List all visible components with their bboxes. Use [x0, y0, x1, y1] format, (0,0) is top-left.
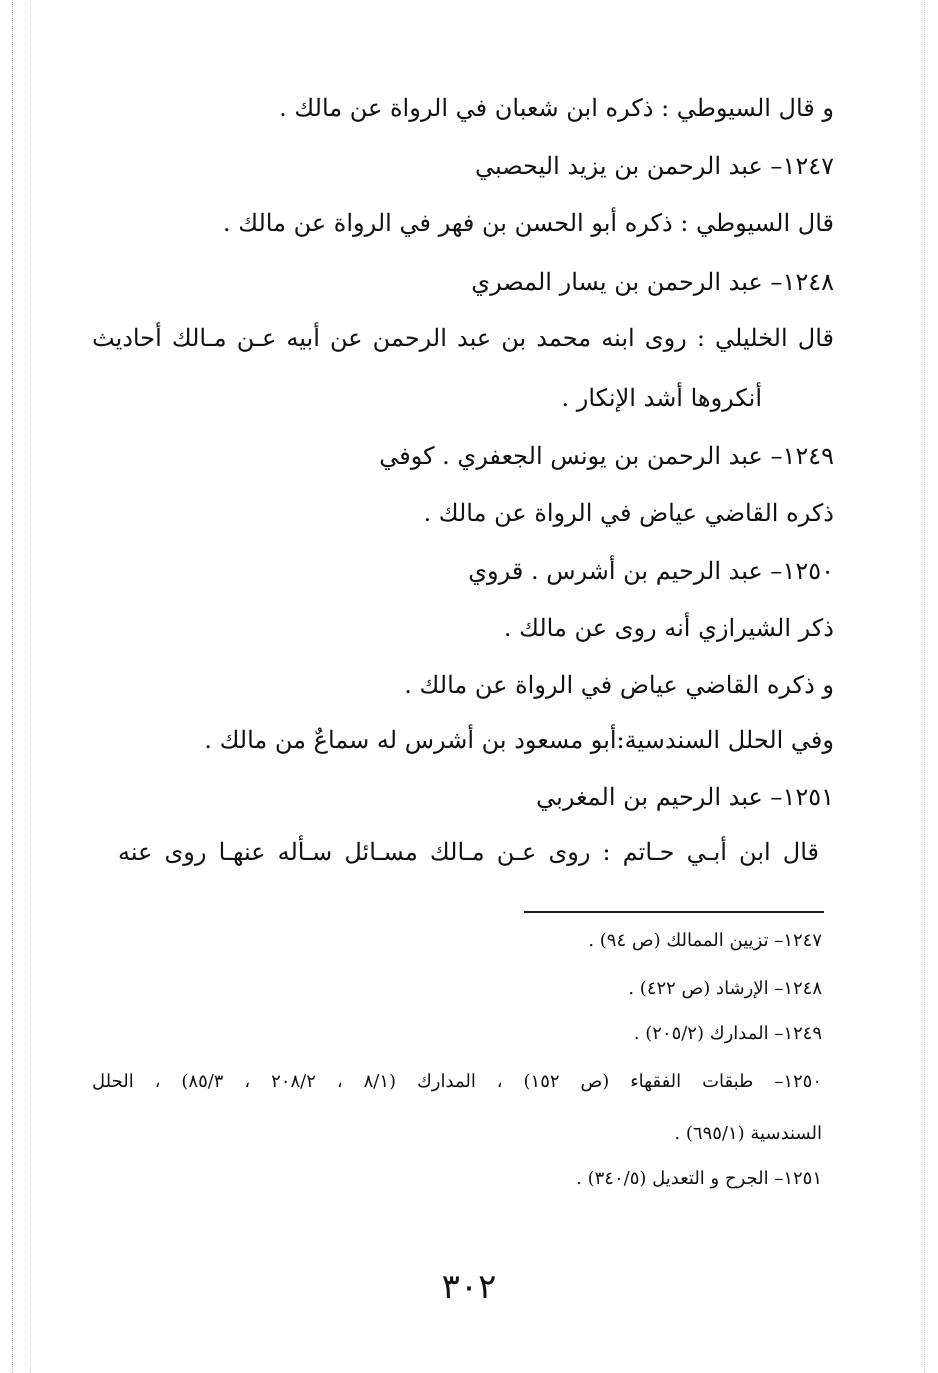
footnote-1251: ١٢٥١– الجرح و التعديل (٣٤٠/٥) .: [576, 1168, 822, 1189]
body-line-1: و قال السيوطي : ذكره ابن شعبان في الرواة عن مالك .: [279, 94, 834, 122]
entry-heading-1248: ١٢٤٨– عبد الرحمن بن يسار المصري: [471, 268, 834, 296]
footnote-1248: ١٢٤٨– الإرشاد (ص ٤٢٢) .: [628, 978, 822, 999]
footnote-separator: [524, 911, 824, 913]
footnote-1250-continued: السندسية (٦٩٥/١) .: [674, 1123, 822, 1144]
body-line-11: و ذكره القاضي عياض في الرواة عن مالك .: [404, 671, 834, 699]
page-number: ٣٠٢: [441, 1267, 497, 1307]
body-line-14: قال ابن أبـي حـاتم : روى عـن مـالك مسـائل سـأله عنهـا روى عنه: [118, 838, 819, 866]
body-line-12: وفي الحلل السندسية:أبو مسعود بن أشرس له سماعٌ من مالك .: [204, 726, 834, 754]
footnote-1249: ١٢٤٩– المدارك (٢٠٥/٢) .: [633, 1023, 822, 1044]
body-line-5: قال الخليلي : روى ابنه محمد بن عبد الرحمن عن أبيه عـن مـالك أحاديث: [92, 324, 834, 352]
footnote-1250: ١٢٥٠– طبقات الفقهاء (ص ١٥٢) ، المدارك (٨/١ ، ٢٠٨/٢ ، ٨٥/٣) ، الحلل: [92, 1071, 822, 1092]
entry-heading-1250: ١٢٥٠– عبد الرحيم بن أشرس . قروي: [468, 557, 834, 585]
body-line-10: ذكر الشيرازي أنه روى عن مالك .: [503, 614, 834, 642]
entry-heading-1251: ١٢٥١– عبد الرحيم بن المغربي: [536, 783, 834, 811]
entry-heading-1247: ١٢٤٧– عبد الرحمن بن يزيد اليحصبي: [475, 152, 834, 180]
entry-heading-1249: ١٢٤٩– عبد الرحمن بن يونس الجعفري . كوفي: [379, 442, 834, 470]
body-line-3: قال السيوطي : ذكره أبو الحسن بن فهر في الرواة عن مالك .: [222, 209, 834, 237]
body-line-6: أنكروها أشد الإنكار .: [561, 384, 762, 412]
footnote-1247: ١٢٤٧– تزيين الممالك (ص ٩٤) .: [588, 930, 822, 951]
body-line-8: ذكره القاضي عياض في الرواة عن مالك .: [423, 499, 834, 527]
